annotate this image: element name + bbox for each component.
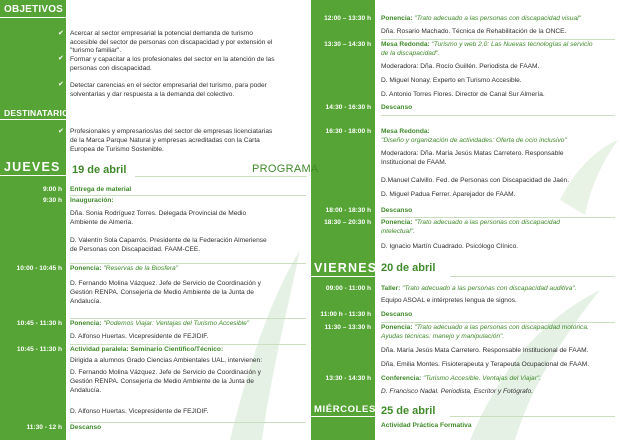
session-type: Ponencia: [381,324,413,331]
session-heading: Descanso [381,207,413,214]
objetivo-line: solventarlas y dar respuesta a la demanda del colectivo. [70,91,235,98]
session-type: Taller: [381,285,401,292]
objetivo-line: "turismo familiar". [70,47,122,54]
separator-line [381,217,615,218]
day-title-miercoles: MIÉRCOLES [314,404,376,415]
time-slot: 10:45 - 11:30 h [16,320,62,327]
session-heading [381,41,592,50]
separator-line [450,416,615,417]
check-icon: ✔ [58,81,64,88]
check-icon: ✔ [58,55,64,62]
separator-line [70,422,306,423]
destinatarios-line: Europea de Turismo Sostenible. [70,146,164,153]
time-slot: 16:30 - 18:00 h [325,128,371,135]
destinatarios-line: Profesionales y empresarios/as del sector de empresas licenciatarias [70,128,273,135]
session-type: Ponencia: [70,265,102,272]
session-title: "Podemos Viajar: Ventajas del Turismo Accesible" [103,320,250,327]
check-icon: ✔ [58,128,64,135]
session-title: "Trato adecuado a las personas con discapacidad auditiva". [402,285,577,292]
session-type: Conferencia: [381,375,422,382]
time-slot: 13:30 – 14:30 h [324,41,371,48]
session-title: "Trato adecuado a las personas con discapacidad [414,219,560,226]
section-underline [0,119,66,120]
speaker-line: Moderadora: Dña. María Jesús Matas Carretero. Responsable [381,150,564,157]
speaker-line: Dña. María Jesús Mata Carretero. Responsable Institucional de FAAM. [381,347,589,354]
speaker-line: Andalucía. [70,298,102,305]
session-title: "Turismo Accesible. Ventajas del Viajar". [423,375,542,382]
speaker-line: D. Alfonso Huertas. Vicepresidente de FEJIDIF. [70,333,209,340]
separator-line [135,176,307,177]
objetivo-line: Acercar al sector empresarial la potencial demanda de turismo [70,30,253,37]
separator-line [381,115,615,116]
session-heading: Entrega de material [70,186,132,193]
session-type: Ponencia: [381,219,413,226]
jueves-date: 19 de abril [72,164,127,176]
speaker-line: D. Francisco Nadal. Periodista, Escritor y Fotógrafo. [381,388,534,395]
speaker-line: Dña. Sonia Rodríguez Torres. Delegada Provincial de Medio [70,210,247,217]
time-slot: 12:00 – 13:30 h [324,15,371,22]
viernes-date: 20 de abril [381,262,436,274]
miercoles-date: 25 de abril [381,405,436,417]
session-heading [70,320,249,329]
session-heading: Mesa Redonda: [381,128,430,135]
separator-line [70,318,306,319]
session-title: "Trato adecuado a las personas con discapacidad motórica. [414,324,589,331]
session-type: Ponencia: [70,320,102,327]
session-title: "Diseño y organización de actividades: Oferta de ocio inclusivo" [381,137,567,144]
time-slot: 13:30 - 14:30 h [325,375,371,382]
session-type: Ponencia: [381,15,413,22]
time-slot: 11:30 – 13:30 h [324,324,371,331]
speaker-line: Equipo ASOAL e intérpretes lengua de signos. [381,297,517,304]
speaker-line: D. Miguel Padua Ferrer. Aparejador de FAAM. [381,191,516,198]
programa-heading: PROGRAMA [252,163,319,175]
speaker-line: Institucional de FAAM. [381,159,447,166]
session-heading: Descanso [381,104,413,111]
session-heading [381,219,560,228]
speaker-line: D. Antonio Torres Flores. Director de Canal Sur Almería. [381,91,545,98]
objetivo-line: accesible del sector de personas con discapacidad y por extensión el [70,39,273,46]
session-heading [70,265,178,274]
session-title: intelectual". [381,228,415,235]
session-heading: Inauguración: [70,197,114,204]
section-title-destinatarios: DESTINATARIOS [4,108,75,118]
objetivo-line: Detectar carencias en el sector empresarial del turismo, para poder [70,82,267,89]
speaker-line: D. Fernando Molina Vázquez. Jefe de Servicio de Coordinación y [70,369,261,376]
session-heading: Descanso [70,424,102,431]
session-heading [381,324,589,333]
session-heading: Actividad paralela: Seminario Científico/Técnico: [70,346,224,353]
destinatarios-line: de la Marca Parque Natural y empresas acreditadas con la Carta [70,137,260,144]
session-heading [381,285,576,294]
speaker-line: Andalucía. [70,387,102,394]
time-slot: 18:00 - 18:30 h [325,207,371,214]
time-slot: 11:00 h - 11:30 h [320,311,371,318]
time-slot: 10:00 - 10:45 h [16,265,62,272]
separator-line [381,39,615,40]
session-title: "Reservas de la Biosfera" [103,265,179,272]
time-slot: 14:30 - 16:30 h [325,104,371,111]
speaker-line: D.Manuel Calvillo. Fed. de Personas con Discapacidad de Jaén. [381,177,570,184]
section-underline [311,416,375,417]
session-type: Mesa Redonda: [381,41,430,48]
time-slot: 09:00 - 11:00 h [325,285,371,292]
speaker-line: D. Miguel Nonay. Experto en Turismo Accesible. [381,77,522,84]
session-heading [381,375,541,384]
separator-line [381,322,615,323]
day-title-viernes: VIERNES [314,261,378,275]
speaker-line: D. Alfonso Huertas. Vicepresidente de FEJIDIF. [70,408,209,415]
session-title: "Trato adecuado a las personas con discapacidad visual" [414,15,581,22]
time-slot: 11:30 - 12 h [26,424,62,431]
section-underline [0,17,66,18]
separator-line [70,195,306,196]
speaker-line: Ambiente de Almería. [70,219,134,226]
separator-line [70,344,306,345]
time-slot: 10:45 - 11:30 h [16,346,62,353]
session-title: de la discapacidad". [381,50,440,57]
session-heading: Actividad Práctica Formativa [381,422,472,429]
speaker-line: Dña. Rosario Machado. Técnica de Rehabilitación de la ONCE. [381,28,567,35]
section-title-objetivos: OBJETIVOS [4,4,64,15]
section-underline [0,175,66,176]
speaker-line: Gestión RENPA. Consejería de Medio Ambiente de la Junta de [70,289,254,296]
session-heading: Descanso [381,311,413,318]
speaker-line: Gestión RENPA. Consejería de Medio Ambiente de la Junta de [70,378,254,385]
speaker-line: D. Fernando Molina Vázquez. Jefe de Servicio de Coordinación y [70,280,261,287]
separator-line [450,276,615,277]
session-title: "Turismo y web 2.0: Las Nuevas tecnologías al servicio [431,41,593,48]
speaker-line: Dña. Emilia Montes. Fisioterapeuta y Terapeuta Ocupacional de FAAM. [381,361,590,368]
speaker-line: D. Ignacio Martín Cuadrado. Psicólogo Clínico. [381,243,519,250]
check-icon: ✔ [58,30,64,37]
speaker-line: de Personas con Discapacidad. FAAM-CEE. [70,246,201,253]
speaker-line: D. Valentín Sola Caparrós. Presidente de la Federación Almeriense [70,237,267,244]
session-heading [381,15,581,24]
day-title-jueves: JUEVES [4,160,61,174]
time-slot: 18:30 – 20:30 h [324,219,371,226]
section-underline [311,276,375,277]
speaker-line: Moderadora: Dña. Rocío Guillén. Periodista de FAAM. [381,63,540,70]
time-slot: 9:00 h [42,186,62,193]
time-slot: 9:30 h [42,197,62,204]
objetivo-line: Formar y capacitar a los profesionales del sector en la atención de las [70,56,275,63]
session-title: Ayudas técnicas: manejo y manipulación". [381,333,505,340]
speaker-line: Dirigida a alumnos Grado Ciencias Ambientales UAL, intervienen: [70,357,263,364]
separator-line [70,263,306,264]
objetivo-line: personas con discapacidad. [70,65,152,72]
